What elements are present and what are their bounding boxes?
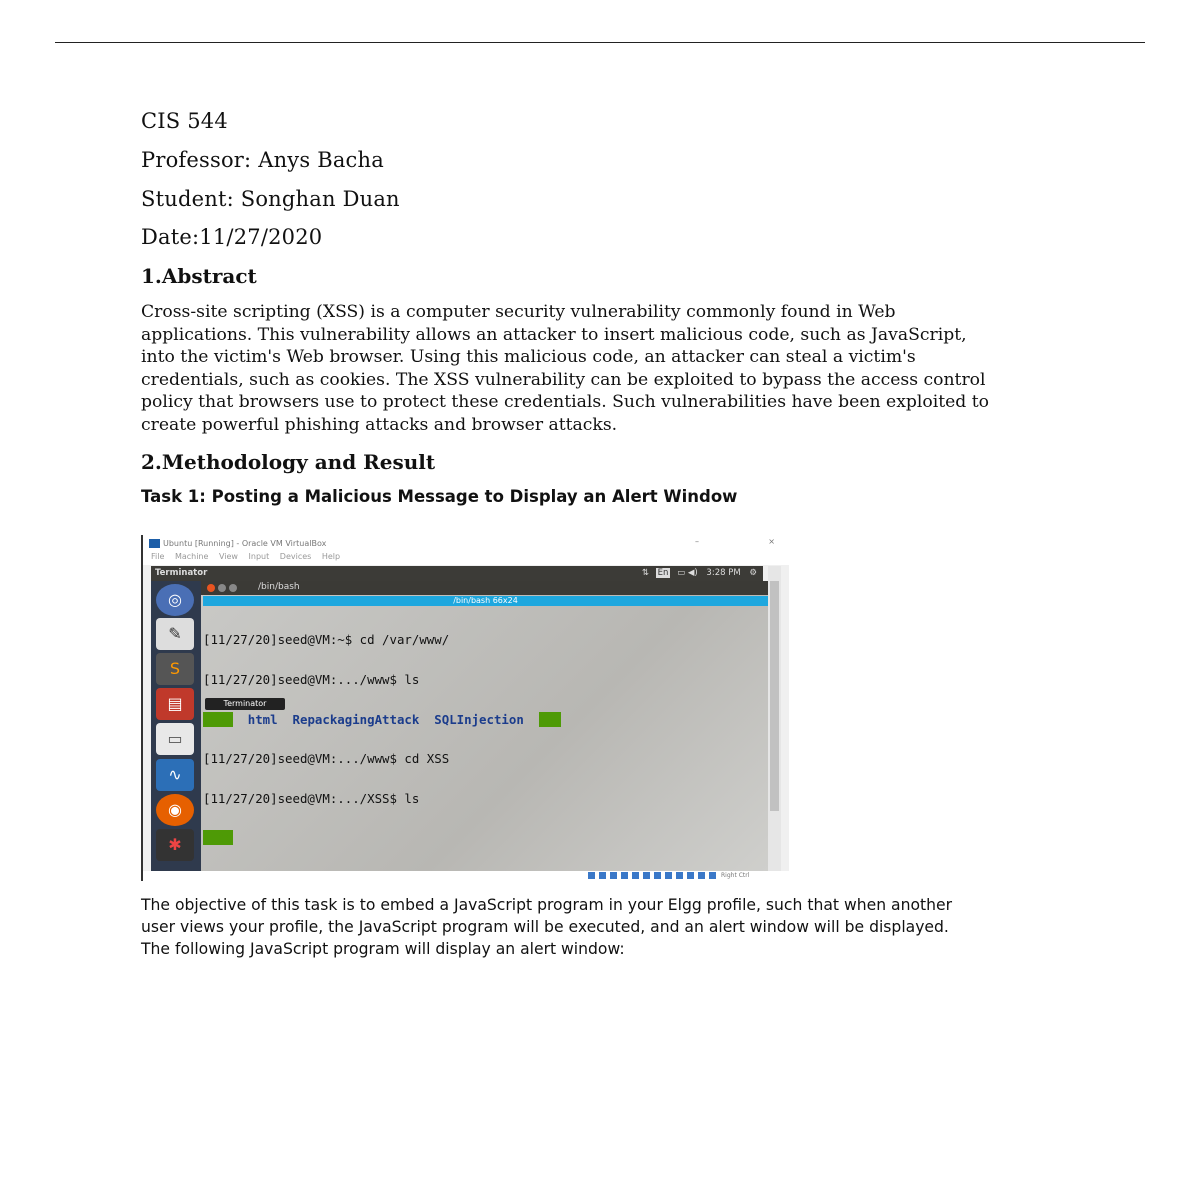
topbar-app-name: Terminator — [155, 568, 208, 578]
abstract-line: create powerful phishing attacks and browser attacks. — [141, 414, 618, 435]
ubuntu-topbar — [151, 566, 763, 581]
cpu-icon[interactable] — [676, 872, 683, 879]
task1-line: The objective of this task is to embed a JavaScript program in your Elgg profile, such that when another — [141, 896, 953, 914]
dir-csrf: CSRF — [203, 711, 233, 727]
sublime-icon[interactable]: S — [156, 653, 194, 685]
abstract-line: Cross-site scripting (XSS) is a computer security vulnerability commonly found in Web — [141, 302, 896, 322]
abstract-line: credentials, such as cookies. The XSS vulnerability can be exploited to bypass the access control — [141, 369, 986, 390]
terminal-line: [11/27/20]seed@VM:.../www$ ls — [203, 672, 420, 687]
usb-icon[interactable] — [632, 872, 639, 879]
task1-line: user views your profile, the JavaScript program will be executed, and an alert window will be displayed. — [141, 917, 949, 936]
terminal-titlebar — [201, 581, 768, 595]
capture-icon[interactable] — [665, 872, 672, 879]
launcher-tooltip: Terminator — [205, 698, 285, 710]
net-icon[interactable] — [621, 872, 628, 879]
methodology-heading: 2.Methodology and Result — [141, 450, 436, 474]
vbox-scrollbar[interactable] — [768, 566, 781, 871]
abstract-heading: 1.Abstract — [141, 264, 257, 288]
lang-indicator[interactable]: En — [657, 568, 669, 578]
topbar-indicators — [642, 568, 757, 578]
student-line: Student: Songhan Duan — [141, 187, 400, 211]
menu-machine[interactable]: Machine — [174, 552, 209, 561]
clock[interactable]: 3:28 PM — [706, 568, 741, 578]
maximize-window-icon[interactable] — [229, 584, 237, 592]
wireshark-icon[interactable]: ∿ — [156, 759, 194, 791]
display-icon[interactable] — [654, 872, 661, 879]
dir-xss: XSS — [538, 711, 562, 727]
vbox-menubar — [143, 552, 789, 565]
terminal-line: [11/27/20]seed@VM:.../XSS$ ls — [203, 790, 420, 806]
terminator-icon[interactable]: ▤ — [156, 688, 194, 720]
firefox-icon[interactable]: ◉ — [156, 794, 194, 826]
host-key: Right Ctrl — [721, 872, 750, 879]
terminal-line — [203, 831, 763, 844]
shared-folder-icon[interactable] — [643, 872, 650, 879]
close-window-icon[interactable] — [207, 584, 215, 592]
menu-file[interactable]: File — [151, 552, 165, 561]
date-line: Date:11/27/2020 — [141, 225, 323, 249]
text-editor-icon[interactable]: ✎ — [156, 618, 194, 650]
unity-launcher — [151, 581, 201, 871]
vbox-statusbar — [143, 871, 789, 881]
dir-html: html — [247, 711, 278, 727]
mouse-icon[interactable] — [687, 872, 694, 879]
course-code: CIS 544 — [141, 109, 228, 133]
terminal-line: [11/27/20]seed@VM:~$ cd /var/www/ — [203, 632, 450, 648]
ubuntu-logo-icon[interactable]: ◎ — [156, 584, 194, 616]
header-rule — [55, 42, 1145, 43]
keyboard-icon[interactable] — [698, 872, 705, 879]
dir-elgg: Elgg — [203, 830, 233, 846]
professor-line: Professor: Anys Bacha — [141, 148, 384, 172]
settings-icon[interactable]: ✱ — [156, 829, 194, 861]
terminal-output[interactable] — [203, 607, 763, 881]
minimize-icon[interactable]: – — [695, 537, 699, 546]
hdd-icon[interactable] — [588, 872, 595, 879]
menu-view[interactable]: View — [218, 552, 238, 561]
vbox-title: Ubuntu [Running] - Oracle VM VirtualBox — [163, 539, 327, 548]
optical-icon[interactable] — [599, 872, 606, 879]
vbox-titlebar — [143, 535, 789, 552]
gear-icon[interactable]: ⚙ — [749, 568, 757, 578]
battery-icon[interactable]: ▭ — [677, 568, 686, 578]
menu-input[interactable]: Input — [248, 552, 270, 561]
abstract-line: into the victim's Web browser. Using this malicious code, an attacker can steal a victim's — [141, 347, 916, 368]
abstract-line: policy that browsers use to protect these credentials. Such vulnerabilities have been exploited to — [141, 392, 990, 413]
menu-help[interactable]: Help — [321, 552, 341, 561]
virtualbox-icon — [149, 539, 160, 548]
minimize-window-icon[interactable] — [218, 584, 226, 592]
close-icon[interactable]: × — [768, 537, 775, 546]
task1-line: The following JavaScript program will display an alert window: — [141, 939, 625, 958]
dir-repackaging: RepackagingAttack — [292, 711, 420, 727]
terminal-title: /bin/bash — [258, 582, 300, 592]
terminal-line — [203, 713, 763, 726]
terminal-tab-bar: /bin/bash 66x24 — [203, 596, 768, 606]
task1-paragraph — [141, 895, 1061, 960]
files-icon[interactable]: ▭ — [156, 723, 194, 755]
scrollbar-thumb[interactable] — [770, 581, 779, 811]
audio-icon[interactable] — [610, 872, 617, 879]
terminal-screenshot — [141, 535, 789, 881]
dir-sqlinjection: SQLInjection — [434, 711, 524, 727]
volume-icon[interactable]: ◀) — [687, 568, 698, 578]
abstract-line: applications. This vulnerability allows an attacker to insert malicious code, such as JavaScript, — [141, 324, 967, 345]
window-controls — [207, 584, 240, 595]
abstract-paragraph — [141, 301, 1061, 437]
menu-devices[interactable]: Devices — [279, 552, 312, 561]
arrow-icon[interactable] — [709, 872, 716, 879]
terminal-line: [11/27/20]seed@VM:.../www$ cd XSS — [203, 751, 450, 767]
task1-heading: Task 1: Posting a Malicious Message to Display an Alert Window — [141, 487, 738, 506]
network-icon[interactable]: ⇅ — [641, 568, 649, 578]
